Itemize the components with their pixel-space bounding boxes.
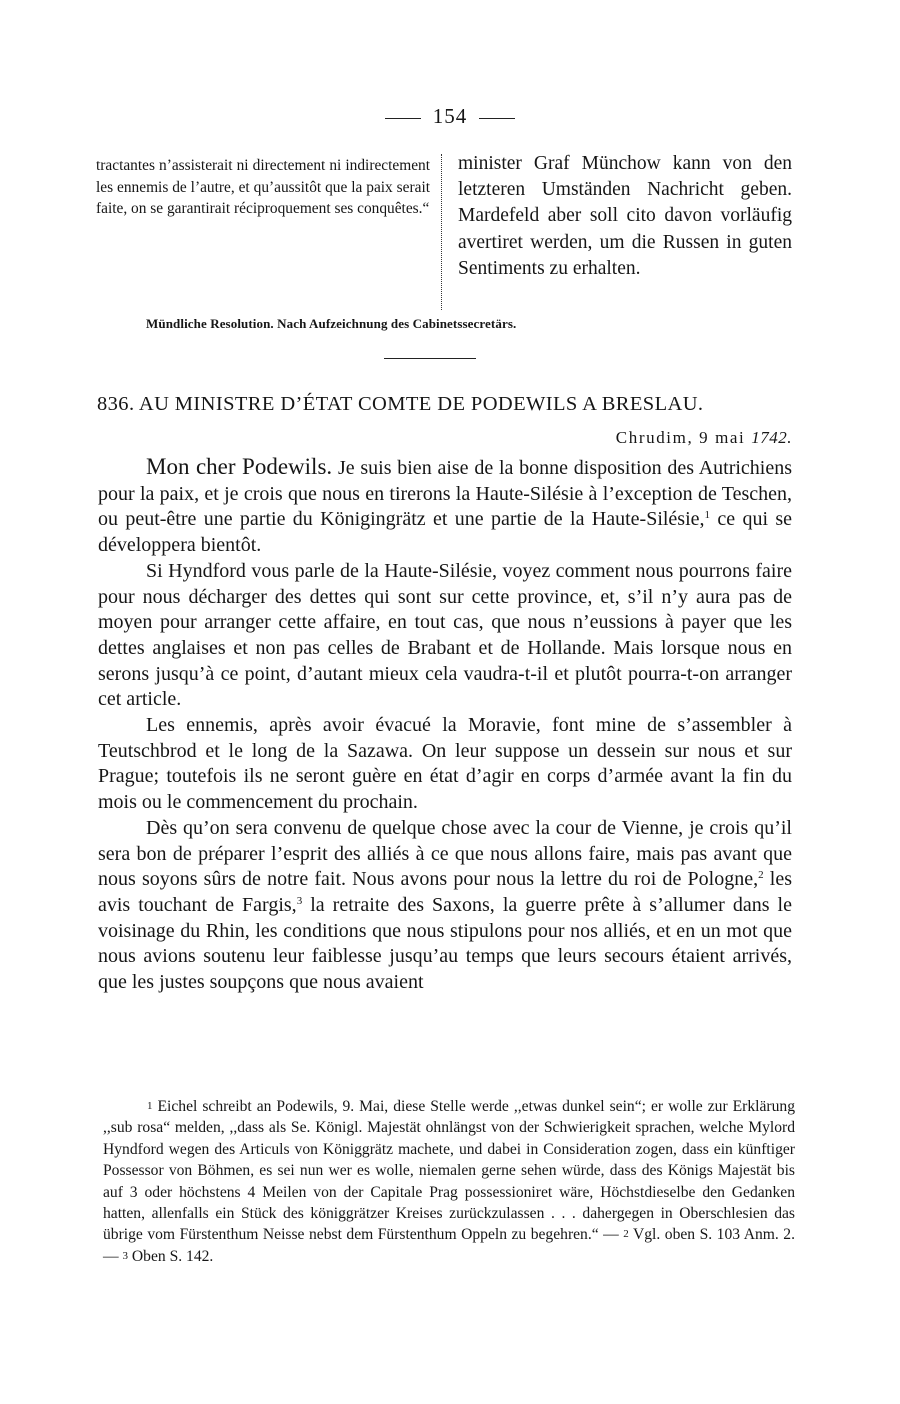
resolution-note: Mündliche Resolution. Nach Aufzeichnung des Cabinetssecretärs. (146, 316, 517, 331)
paragraph-3: Les ennemis, après avoir évacué la Moravie, font mine de s’assembler à Teutschbrod et le long de la Sazawa. On leur suppose un dessein sur nous et sur Prague; toutefois ils ne seront guère en état d’agir en corps d’armée avant la fin du mois ou le commencement du prochain. (98, 714, 792, 814)
footnote-1-text: Eichel schreibt an Podewils, 9. Mai, diese Stelle werde ,,etwas dunkel sein“; er wolle zur Erklärung ,,sub rosa“ melden, ,,dass als Se. Königl. Majestät ohnlängst von der Schwierigkeit sprachen, welche Mylord Hyndford wegen des Articuls von Königgrätz machete, und dabei in Consideration zogen, dass ein künftiger Possessor von Böhmen, es sei nun wer es wolle, niemalen gerne sehen würde, dass des Königs Majestät bis auf 3 oder höchstens 4 Meilen von der Capitale Prag possessioniret wäre, Höchstdieselbe den Gedanken hatten, allenfalls ein Stück des königgrätzer Kreises zurückzulassen . . . dahergegen in Oberschlesien das übrige vom Fürstenthum Neisse nebst dem Fürstenthum Oppeln zu begehren.“ — (103, 1098, 795, 1244)
footnote-2-text: Vgl. oben S. 103 Anm. 2. — (103, 1226, 795, 1265)
section-separator (384, 358, 476, 359)
footnotes (103, 1096, 795, 1267)
footnote-2-marker: 2 (623, 1228, 629, 1241)
footnote-ref-2[interactable]: 2 (758, 869, 764, 882)
paragraph-2: Si Hyndford vous parle de la Haute-Silésie, voyez comment nous pourrons faire pour nous décharger des dettes qui sont sur cette province, et, s’il n’y aura pas de moyen pour arranger cette affaire, en tout cas, que nous n’eussions à payer que les dettes anglaises et non pas celles de Brabant et de Hollande. Mais lorsque nous en serons jusqu’à ce point, d’autant mieux cela vaudra-t-il et plutôt pourra-t-on arranger cet article. (98, 559, 792, 711)
letter-place-date (560, 428, 792, 448)
footnote-3-text: Oben S. 142. (128, 1247, 214, 1265)
paragraph-4-part-c: la retraite des Saxons, la guerre prête à s’allumer dans le voisinage du Rhin, les conditions que nous stipulons pour nos alliés, et en un mot que nous avions soutenu leur faiblesse jusqu’au temps que leurs secours étaient arrivés, que les justes soupçons que nous avaient (98, 893, 792, 994)
right-column-text: minister Graf Münchow kann von den letzteren Umständen Nachricht geben. Mardefeld aber soll cito davon vorläufig avertiret werden, um die Russen in guten Sentiments zu erhalten. (458, 153, 792, 279)
footnote-ref-3[interactable]: 3 (296, 894, 303, 907)
letter-body (98, 454, 792, 996)
footnote-1-marker: 1 (147, 1100, 153, 1112)
footnote-text (103, 1096, 795, 1267)
header-dash-left (385, 118, 421, 119)
left-column-text: tractantes n’assisterait ni directement ni indirectement les ennemis de l’autre, et qu’aussitôt que la paix serait faite, on se garantirait réciproquement ses conquêtes.“ (96, 157, 430, 217)
paragraph-4 (98, 816, 792, 996)
header-dash-right (479, 118, 515, 119)
page-number: 154 (432, 104, 468, 128)
footnote-3-marker: 3 (122, 1249, 128, 1262)
letter-heading: 836. AU MINISTRE D’ÉTAT COMTE DE PODEWILS A BRESLAU. (97, 393, 704, 415)
column-divider (441, 154, 442, 310)
paragraph-1 (98, 454, 792, 559)
salutation: Mon cher Podewils. (146, 454, 333, 479)
letter-place: Chrudim, 9 mai (615, 428, 746, 447)
letter-year: 1742. (751, 428, 792, 447)
page-header (0, 104, 900, 129)
paragraph-4-part-a: Dès qu’on sera convenu de quelque chose avec la cour de Vienne, je crois qu’il sera bon de préparer l’esprit des alliés à ce que nous allons faire, mais pas avant que nous soyons sûrs de notre fait. Nous avons pour nous la lettre du roi de Pologne, (98, 816, 792, 891)
footnote-ref-1[interactable]: 1 (704, 509, 711, 522)
paragraph-1-part-b: ce qui se développera bientôt. (98, 508, 792, 557)
paragraph-4-part-b: les avis touchant de Fargis, (98, 868, 793, 916)
paragraph-1-part-a: Je suis bien aise de la bonne disposition des Autrichiens pour la paix, et je crois que nous en tirerons la Haute-Silésie à l’exception de Teschen, ou peut-être une partie du Königingrätz et une partie de la Haute-Silésie, (98, 457, 792, 531)
